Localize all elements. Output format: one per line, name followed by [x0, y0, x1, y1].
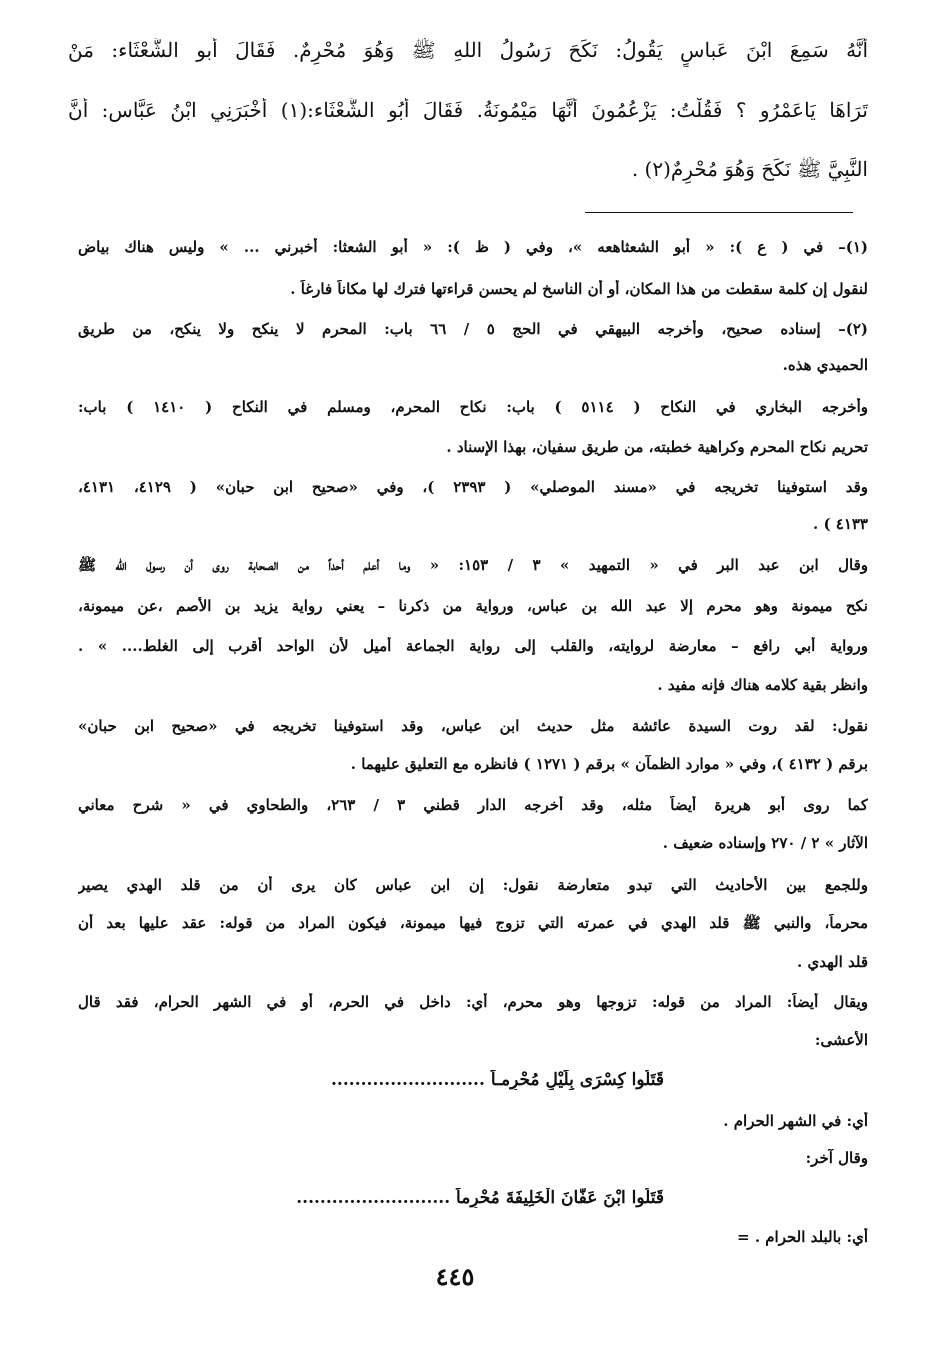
main-text-line-1: أَنَّهُ سَمِعَ ابْنَ عَباسٍ يَقُولُ: نَكَحَ رَسُولُ اللهِ ﷺ وَهُوَ مُحْرِمٌ. فَقَالَ أَبو الشَّعْثَاء: مَنْ [68, 38, 868, 62]
footnote-line: محرماً، والنبي ﷺ قلد الهدي في عمرته التي تزوج فيها ميمونة، فيكون المراد من قوله: عقد عليها بعد أن [78, 914, 868, 932]
footnote-line: ورواية أبي رافع – معارضة لروايته، والقلب إلى رواية الجماعة أميل لأن الواحد أقرب إلى الغلط.... » . [78, 637, 868, 655]
footnote-line: نقول: لقد روت السيدة عائشة مثل حديث ابن عباس، وقد استوفينا تخريجه في «صحيح ابن حبان» [78, 717, 868, 735]
footnote-line: أي: في الشهر الحرام . [723, 1112, 868, 1130]
footnote-divider [585, 212, 853, 213]
footnote-line: (١)– في ( ع ): « أبو الشعثاهعه »، وفي ( ظ ): « أبو الشعثا: أخبرني ... » وليس هناك بياض [78, 238, 868, 256]
footnote-line: الآثار » ٢ / ٢٧٠ وإسناده ضعيف . [662, 834, 868, 852]
poetry-verse-1: قَتَلُوا كِسْرَى بِلَيْلٍ مُحْرِمـاً .......................... [331, 1070, 664, 1090]
footnote-line: وقال ابن عبد البر في « التمهيد » ٣ / ١٥٣: « وما أعلم أحداً من الصحابة روى أن رسول الله ﷺ [78, 556, 868, 574]
main-text-line-3: النَّبِيَّ ﷺ نَكَحَ وَهُوَ مُحْرِمٌ(٢) . [631, 157, 868, 181]
footnote-line: قلد الهدي . [797, 953, 868, 971]
footnote-line: أي: بالبلد الحرام . = [737, 1228, 868, 1246]
footnote-line: برقم ( ٤١٣٢ )، وفي « موارد الظمآن » برقم ( ١٢٧١ ) فانظره مع التعليق عليهما . [350, 755, 868, 773]
footnote-line: وللجمع بين الأحاديث التي تبدو متعارضة نقول: إن ابن عباس كان يرى أن من قلد الهدي يصير [78, 876, 868, 894]
page-number: ٤٤٥ [435, 1262, 475, 1291]
footnote-line: لنقول إن كلمة سقطت من هذا المكان، أو أن الناسخ لم يحسن قراءتها فترك لها مكاناً فارغاً . [290, 280, 868, 298]
footnote-line: وقد استوفينا تخريجه في «مسند الموصلي» ( ٢٣٩٣ )، وفي «صحيح ابن حبان» ( ٤١٢٩، ٤١٣١، [78, 478, 868, 496]
footnote-line: ٤١٣٣ ) . [813, 515, 868, 533]
footnote-line: وقال آخر: [805, 1149, 868, 1167]
footnote-line: وأخرجه البخاري في النكاح ( ٥١١٤ ) باب: نكاح المحرم، ومسلم في النكاح ( ١٤١٠ ) باب: [78, 398, 868, 416]
footnote-line: تحريم نكاح المحرم وكراهية خطبته، من طريق سفيان، بهذا الإسناد . [446, 438, 868, 456]
footnote-line: الحميدي هذه. [782, 356, 868, 374]
footnote-line: كما روى أبو هريرة أيضاً مثله، وقد أخرجه الدار قطني ٣ / ٢٦٣، والطحاوي في « شرح معاني [78, 796, 868, 814]
footnote-line: وانظر بقية كلامه هناك فإنه مفيد . [657, 676, 868, 694]
main-text-line-2: تَرَاهَا يَاعَمْرُو ؟ فَقُلْتُ: يَزْعُمُونَ أَنَّهَا مَيْمُونَةُ. فَقَالَ أَبُو الشَّعْثَاء:(١) أَخْبَرَنِي ابْنُ عَبَّاسٍ: أَنَّ [68, 98, 868, 122]
footnote-line: نكح ميمونة وهو محرم إلا عبد الله بن عباس، ورواية من ذكرنا – يعني رواية يزيد بن الأصم ،عن ميمونة، [78, 597, 868, 615]
footnote-line: الأعشى: [814, 1031, 868, 1049]
footnote-line: ويقال أيضاً: المراد من قوله: تزوجها وهو محرم، أي: داخل في الحرم، أو في الشهر الحرام، فقد قال [78, 993, 868, 1011]
poetry-verse-2: قَتَلُوا ابْنَ عَفَّانَ الْخَلِيفَةَ مُحْرِماً .......................... [296, 1188, 664, 1208]
footnote-line: (٢)– إسناده صحيح، وأخرجه البيهقي في الحج ٥ / ٦٦ باب: المحرم لا ينكح ولا ينكح، من طريق [78, 320, 868, 338]
